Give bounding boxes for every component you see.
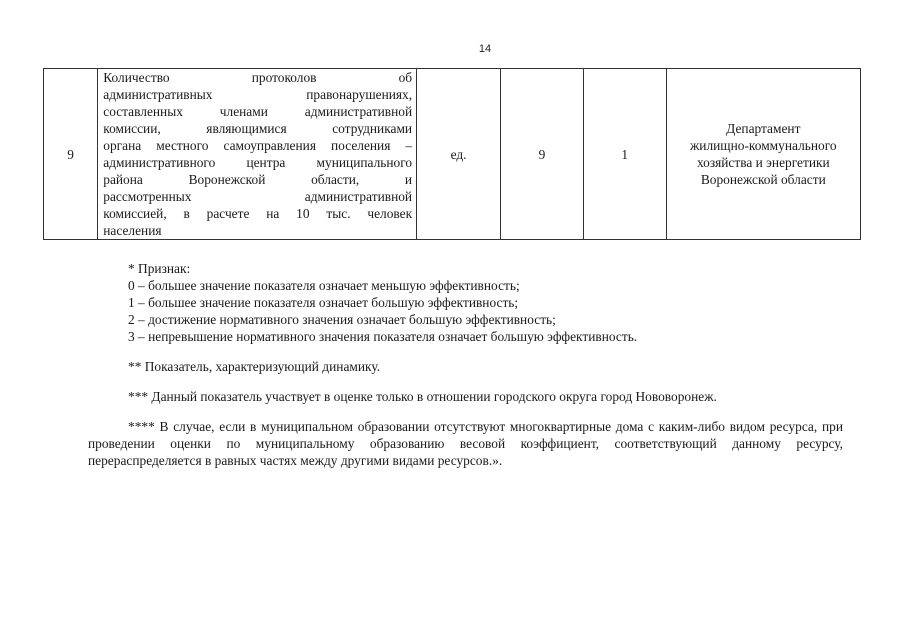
department-line: Воронежской области — [700, 172, 826, 187]
department-line: жилищно-коммунального — [690, 138, 837, 153]
indicator-name-line: составленных членами административной — [103, 104, 413, 119]
footnote-novovoronezh: *** Данный показатель участвует в оценке только в отношении городского округа город Нововоронеж. — [128, 389, 717, 404]
unit-cell: ед. — [417, 69, 501, 240]
indicator-name-cell — [98, 69, 417, 240]
department-line: Департамент — [726, 121, 801, 136]
footnote-resources: **** В случае, если в муниципальном образовании отсутствуют многоквартирные дома с каким-либо видом ресурса, при проведении оценки по муниципальному образованию весовой коэффициент, соответствующий данному ресурсу, перераспределяется в равных частях между другими видами ресурсов.». — [88, 419, 843, 468]
indicator-name-line: административного центра муниципального — [103, 155, 413, 170]
footnote-dynamics: ** Показатель, характеризующий динамику. — [128, 359, 381, 374]
indicator-name-line: органа местного самоуправления поселения – — [103, 138, 413, 153]
legend-item: 2 – достижение нормативного значения означает большую эффективность; — [128, 312, 556, 327]
indicator-name-line: рассмотренных административной — [103, 189, 413, 204]
department-line: хозяйства и энергетики — [696, 155, 830, 170]
sign-cell: 1 — [583, 69, 666, 240]
legend-item: 0 – большее значение показателя означает меньшую эффективность; — [128, 278, 520, 293]
indicator-name-line: административных правонарушениях, — [103, 87, 413, 102]
value-cell: 9 — [501, 69, 584, 240]
indicator-name-line: комиссией, в расчете на 10 тыс. человек — [103, 206, 413, 221]
indicator-table — [43, 68, 861, 240]
page-number: 14 — [478, 43, 492, 55]
legend-item: 3 – непревышение нормативного значения показателя означает большую эффективность. — [128, 329, 638, 344]
indicator-name-line: комиссии, являющимися сотрудниками — [103, 121, 413, 136]
table-row — [44, 69, 861, 240]
legend-item: 1 – большее значение показателя означает большую эффективность; — [128, 295, 519, 310]
indicator-name-line: населения — [103, 223, 162, 238]
indicator-name-line: района Воронежской области, и — [103, 172, 413, 187]
sign-legend — [88, 260, 843, 345]
row-number: 9 — [44, 69, 98, 240]
department-cell — [666, 69, 860, 240]
legend-title: * Признак: — [128, 261, 191, 276]
indicator-name-line: Количество протоколов об — [103, 70, 413, 85]
footnotes — [88, 260, 843, 469]
